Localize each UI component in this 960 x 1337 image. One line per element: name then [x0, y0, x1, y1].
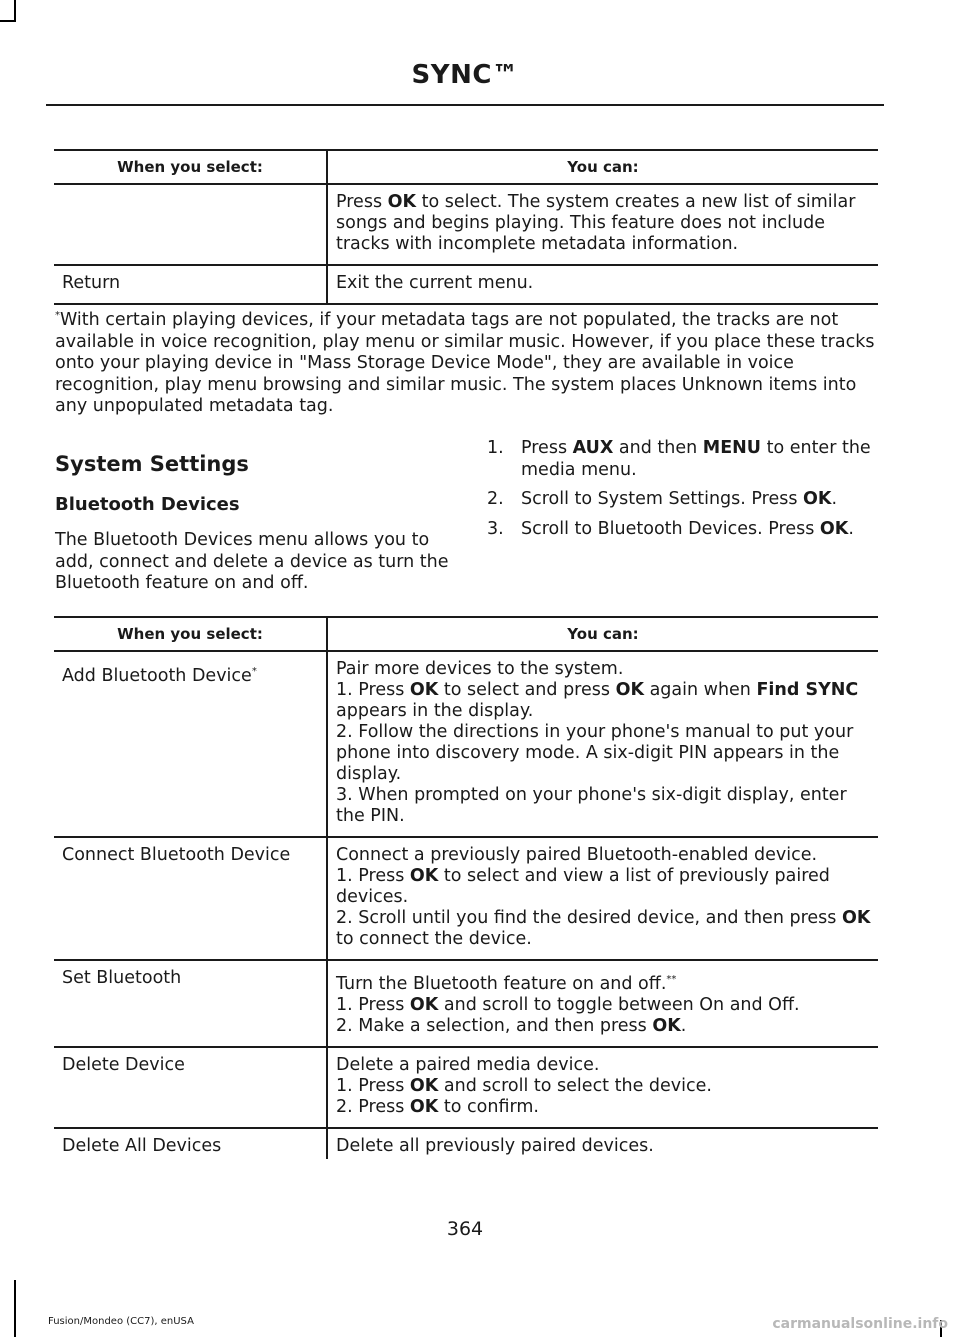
table-row	[54, 960, 878, 1047]
metadata-footnote	[55, 310, 881, 418]
table-cell-select: Connect Bluetooth Device	[54, 837, 327, 960]
ok-key: OK	[409, 995, 439, 1015]
text: Add Bluetooth Device	[62, 666, 252, 686]
section-paragraph: The Bluetooth Devices menu allows you to add, connect and delete a device as turn the Bluetooth feature on and off.	[55, 530, 449, 593]
ok-key: OK	[819, 518, 849, 539]
table-cell-description: Delete all previously paired devices.	[327, 1128, 878, 1159]
text: to select and view a list of previously paired devices.	[336, 866, 830, 907]
footnote-mark: **	[666, 974, 677, 986]
table-cell-description	[327, 837, 878, 960]
table-cell-description	[327, 1047, 878, 1128]
ok-key: OK	[387, 192, 417, 212]
text: .	[848, 518, 854, 539]
header-rule	[46, 104, 884, 106]
document-id: Fusion/Mondeo (CC7), enUSA	[48, 1316, 194, 1327]
table-cell-select	[54, 184, 327, 265]
column-header-select: When you select:	[54, 150, 327, 184]
step	[336, 1097, 872, 1118]
menu-key: MENU	[702, 438, 762, 458]
text: to select and press	[438, 680, 616, 700]
text: and scroll to select the device.	[438, 1076, 712, 1096]
subsection-title: Bluetooth Devices	[55, 494, 240, 515]
text: and scroll to toggle between On and Off.	[438, 995, 800, 1015]
steps-list	[487, 438, 879, 548]
table-row	[54, 1128, 878, 1159]
text: Pair more devices to the system.	[336, 659, 624, 679]
text: 1. Press	[336, 866, 410, 886]
text: appears in the display.	[336, 701, 534, 721]
bluetooth-devices-table	[54, 616, 878, 1159]
ok-key: OK	[841, 908, 871, 928]
list-item	[487, 519, 879, 541]
table-row	[54, 651, 878, 837]
text: to enter the media menu.	[521, 438, 871, 480]
ok-key: OK	[409, 866, 439, 886]
text: Connect a previously paired Bluetooth-enabled device.	[336, 845, 818, 865]
table-cell-select: Delete All Devices	[62, 1136, 222, 1156]
table-row	[54, 265, 878, 304]
table-cell-select	[54, 651, 327, 837]
table-row	[54, 837, 878, 960]
table-cell-description: Exit the current menu.	[327, 265, 878, 304]
crop-mark-top-left-h	[0, 20, 16, 22]
step	[336, 680, 872, 722]
ok-key: OK	[652, 1016, 681, 1036]
crop-mark-bottom-left-v	[14, 1280, 16, 1337]
table-cell-select: Return	[54, 265, 327, 304]
step: 2. Follow the directions in your phone's manual to put your phone into discovery mode. A six-digit PIN appears in the display.	[336, 722, 854, 784]
text: Scroll to System Settings. Press	[521, 489, 804, 509]
list-item	[487, 438, 879, 481]
page-header-title: SYNC™	[411, 60, 519, 90]
footnote-text: With certain playing devices, if your metadata tags are not populated, the tracks are not available in voice recognition, play menu or similar music. However, if you place these tracks onto your playing device in "Mass Storage Device Mode", they are available in voice recognition, play menu browsing and similar music. The system places Unknown items into any unpopulated metadata tag.	[55, 310, 875, 416]
text: Delete a paired media device.	[336, 1055, 600, 1075]
text: to select. The system creates a new list of similar songs and begins playing. This feature does not include tracks with incomplete metadata information.	[336, 192, 856, 254]
text: to connect the device.	[336, 929, 532, 949]
ok-key: OK	[615, 680, 644, 700]
table-cell-select: Set Bluetooth	[54, 960, 327, 1047]
text: 1. Press	[336, 995, 410, 1015]
table-row	[54, 1047, 878, 1128]
footnote-mark: *	[251, 666, 257, 678]
table-cell-description	[327, 651, 878, 837]
ok-key: OK	[803, 489, 832, 509]
column-header-select: When you select:	[54, 617, 327, 651]
similar-music-table	[54, 149, 878, 305]
table-row	[54, 184, 878, 265]
step: 3. When prompted on your phone's six-digit display, enter the PIN.	[336, 785, 847, 826]
text: and then	[613, 438, 703, 458]
aux-key: AUX	[572, 438, 614, 458]
step	[336, 1076, 872, 1097]
text: again when	[644, 680, 757, 700]
text: 2. Make a selection, and then press	[336, 1016, 653, 1036]
text: Turn the Bluetooth feature on and off.	[336, 974, 667, 994]
text: 1. Press	[336, 680, 410, 700]
watermark: carmanualsonline.info	[772, 1316, 948, 1332]
table-cell-description	[327, 960, 878, 1047]
ok-key: OK	[409, 1097, 439, 1117]
step-number: 3.	[487, 518, 504, 539]
page-number: 364	[446, 1218, 484, 1240]
text: Scroll to Bluetooth Devices. Press	[521, 518, 820, 539]
table-header-row	[54, 150, 878, 184]
column-header-you-can: You can:	[327, 150, 878, 184]
text: Press	[336, 192, 388, 212]
step	[336, 908, 872, 950]
column-header-you-can: You can:	[327, 617, 878, 651]
table-cell-description	[327, 184, 878, 265]
table-cell-select: Delete Device	[54, 1047, 327, 1128]
find-sync-label: Find SYNC	[756, 680, 859, 700]
step	[336, 866, 872, 908]
footnote-mark: *	[55, 310, 60, 322]
text: .	[680, 1016, 687, 1036]
text: .	[831, 489, 838, 509]
text: to confirm.	[438, 1097, 539, 1117]
text: Press	[521, 438, 573, 458]
list-item	[487, 489, 879, 511]
step	[336, 1016, 872, 1037]
crop-mark-top-left-v	[14, 0, 16, 22]
text: 2. Press	[336, 1097, 410, 1117]
step-number: 2.	[487, 489, 504, 509]
step	[336, 995, 872, 1016]
text: 2. Scroll until you find the desired device, and then press	[336, 908, 842, 928]
text: 1. Press	[336, 1076, 410, 1096]
text	[336, 974, 872, 995]
ok-key: OK	[409, 1076, 439, 1096]
ok-key: OK	[409, 680, 439, 700]
table-header-row	[54, 617, 878, 651]
section-title: System Settings	[55, 452, 249, 476]
step-number: 1.	[487, 438, 504, 458]
